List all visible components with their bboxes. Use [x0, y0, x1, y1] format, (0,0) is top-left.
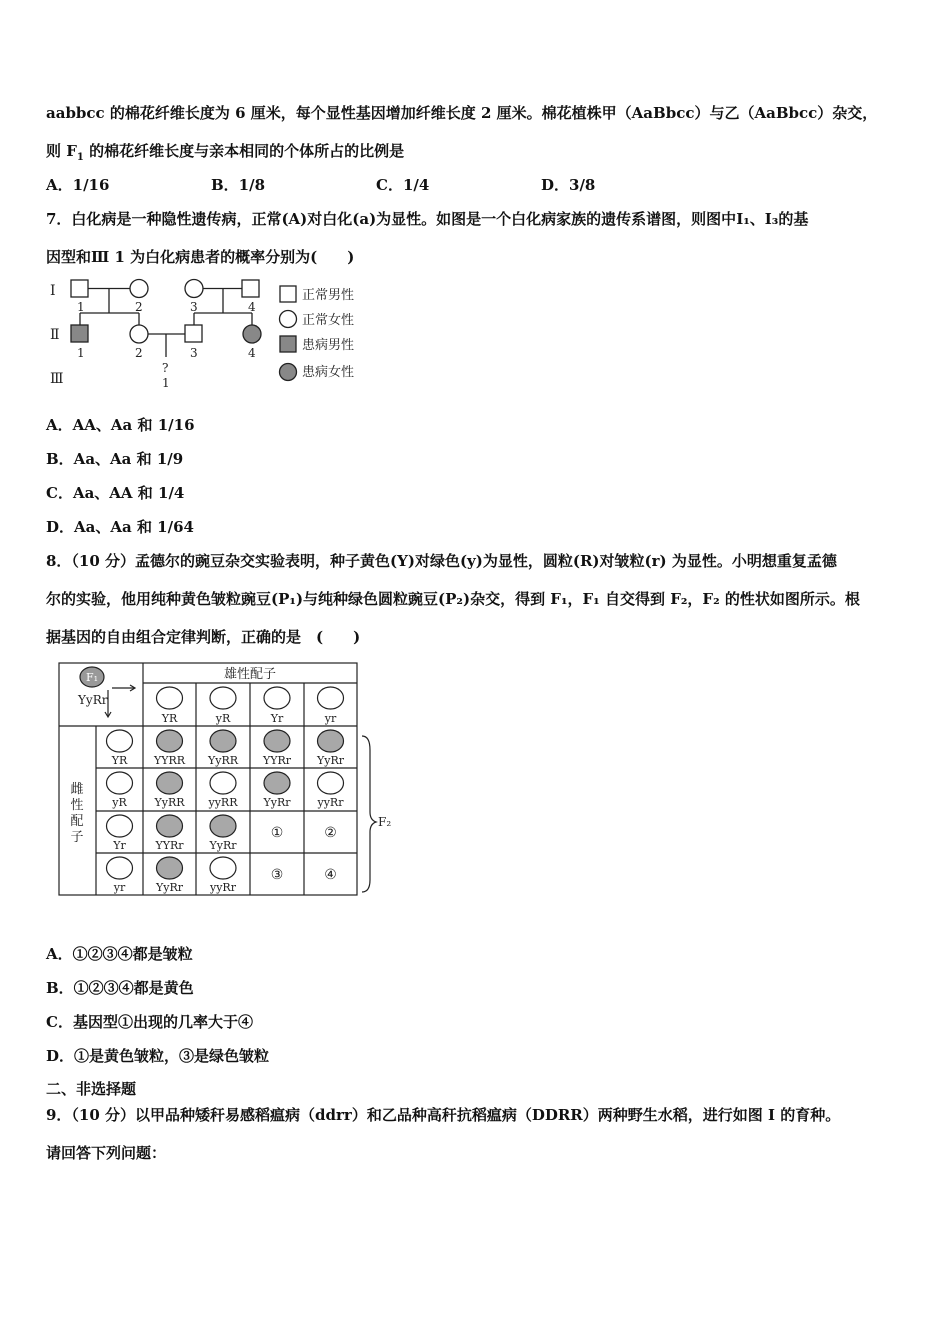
q8-line2: 尔的实验，他用纯种黄色皱粒豌豆(P₁)与纯种绿色圆粒豌豆(P₂)杂交，得到 F₁，F₁ 自交得到 F₂，F₂ 的性状如图所示。根 — [46, 590, 860, 608]
f2-genotype: yyRr — [210, 881, 236, 894]
gen1-female-2 — [130, 280, 148, 298]
f2-seed — [318, 730, 344, 752]
f2-seed — [157, 772, 183, 794]
gen2-affected-male-1 — [71, 325, 88, 342]
male-gamete-label: yr — [324, 712, 337, 725]
q6-line2: 则 $F_1$ 的棉花纤维长度与亲本相同的个体所占的比例是 — [46, 142, 405, 163]
female-gamete-seed — [107, 815, 133, 837]
legend-affected-male-icon — [280, 336, 296, 352]
male-gamete-label: Yr — [270, 712, 284, 725]
f2-seed — [157, 730, 183, 752]
f2-genotype: YyRr — [155, 881, 184, 894]
q6-line1: aabbcc 的棉花纤维长度为 6 厘米，每个显性基因增加纤维长度 2 厘米。棉花植株甲（AaBbcc）与乙（AaBbcc）杂交， — [46, 104, 878, 122]
f2-genotype: YYRR — [153, 754, 186, 767]
female-gamete-label: yR — [112, 796, 127, 809]
gen2-female-2 — [130, 325, 148, 343]
q6-option-b: B．1/8 — [211, 176, 266, 194]
legend-normal-male: 正常男性 — [302, 288, 355, 303]
female-gamete-label: yr — [113, 881, 126, 894]
f2-seed — [157, 815, 183, 837]
f2-seed — [264, 772, 290, 794]
legend-normal-female: 正常女性 — [302, 313, 355, 328]
female-header-1: 雌 — [70, 782, 84, 797]
gen2-num-1: 1 — [77, 346, 85, 360]
q6-option-c: C．1/4 — [376, 176, 430, 194]
gen1-num-2: 2 — [135, 300, 143, 314]
q8-option-d: D．①是黄色皱粒，③是绿色皱粒 — [46, 1047, 270, 1065]
gen3-num-1: 1 — [162, 376, 170, 390]
f2-seed — [210, 815, 236, 837]
male-gamete-seed — [264, 687, 290, 709]
f2-genotype: yyRR — [208, 796, 238, 809]
q6-option-d: D．3/8 — [541, 176, 596, 194]
f2-genotype: yyRr — [317, 796, 344, 809]
q7-option-c: C．Aa、AA 和 1/4 — [46, 484, 185, 502]
q8-option-b: B．①②③④都是黄色 — [46, 979, 194, 997]
legend-affected-female-icon — [280, 364, 297, 381]
male-gamete-seed — [210, 687, 236, 709]
q8-option-a: A．①②③④都是皱粒 — [46, 945, 193, 963]
male-gametes-header: 雄性配子 — [223, 667, 277, 682]
f2-genotype: YyRR — [154, 796, 185, 809]
female-gamete-seed — [107, 857, 133, 879]
q8-option-c: C．基因型①出现的几率大于④ — [46, 1013, 253, 1031]
male-gamete-seed — [157, 687, 183, 709]
f2-cell-unknown: ③ — [270, 867, 284, 883]
f2-seed — [264, 730, 290, 752]
q7-option-b: B．Aa、Aa 和 1/9 — [46, 450, 184, 468]
gen2-num-2: 2 — [135, 346, 143, 360]
f2-seed — [210, 772, 236, 794]
q7-line1: 7．白化病是一种隐性遗传病，正常(A)对白化(a)为显性。如图是一个白化病家族的遗传系谱图，则图中Ⅰ₁、Ⅰ₃的基 — [46, 210, 809, 228]
legend-affected-female: 患病女性 — [302, 365, 355, 380]
f2-seed — [210, 730, 236, 752]
q7-line2: 因型和Ⅲ 1 为白化病患者的概率分别为( ) — [46, 248, 355, 266]
female-gamete-seed — [107, 730, 133, 752]
gen2-num-3: 3 — [190, 346, 198, 360]
section-heading: 二、非选择题 — [46, 1080, 137, 1098]
gen1-num-4: 4 — [248, 300, 256, 314]
gen2-num-4: 4 — [248, 346, 256, 360]
f2-genotype: YyRr — [209, 839, 237, 852]
female-gamete-seed — [107, 772, 133, 794]
female-gamete-label: Yr — [113, 839, 126, 852]
gen2-affected-female-4 — [243, 325, 261, 343]
f2-seed — [318, 772, 344, 794]
male-gamete-label: YR — [161, 712, 178, 725]
f2-genotype: YYRr — [262, 754, 292, 767]
gen1-num-1: 1 — [77, 300, 85, 314]
f1-label: F₁ — [85, 671, 99, 684]
gen3-unknown: ? — [162, 361, 169, 375]
gen-label-2: Ⅱ — [50, 327, 60, 343]
f1-genotype: YyRr — [78, 693, 108, 707]
gen-label-3: Ⅲ — [50, 371, 64, 387]
female-gamete-label: YR — [111, 754, 128, 767]
gen2-male-3 — [185, 325, 202, 342]
gen1-female-3 — [185, 280, 203, 298]
f2-cell-unknown: ② — [324, 825, 337, 841]
gen1-num-3: 3 — [190, 300, 198, 314]
male-gamete-seed — [318, 687, 344, 709]
male-gamete-label: yR — [215, 712, 231, 725]
q9-line1: 9．（10 分）以甲品种矮秆易感稻瘟病（ddrr）和乙品种高秆抗稻瘟病（DDRR）两种野生水稻，进行如图 I 的育种。 — [46, 1106, 841, 1124]
q8-line3: 据基因的自由组合定律判断，正确的是 ( ) — [46, 628, 361, 646]
legend-affected-male: 患病男性 — [302, 338, 355, 353]
f2-genotype: YyRR — [207, 754, 239, 767]
f2-seed — [210, 857, 236, 879]
female-header-4: 子 — [70, 830, 84, 845]
gen1-male-4 — [242, 280, 259, 297]
gen1-male-1 — [71, 280, 88, 297]
q6-option-a: A．1/16 — [46, 176, 110, 194]
pedigree-chart — [44, 275, 384, 395]
f2-label: F₂ — [378, 815, 392, 829]
gen-label-1: Ⅰ — [50, 283, 56, 299]
f2-seed — [157, 857, 183, 879]
female-header-3: 配 — [70, 814, 84, 829]
punnett-square — [56, 660, 396, 900]
legend-normal-female-icon — [280, 311, 297, 328]
q8-line1: 8．（10 分）孟德尔的豌豆杂交实验表明，种子黄色(Y)对绿色(y)为显性，圆粒(R)对皱粒(r) 为显性。小明想重复孟德 — [46, 552, 837, 570]
f2-genotype: YyRr — [263, 796, 291, 809]
q9-line2: 请回答下列问题： — [46, 1144, 167, 1162]
f2-cell-unknown: ① — [270, 825, 284, 841]
legend-normal-male-icon — [280, 286, 296, 302]
q7-option-a: A．AA、Aa 和 1/16 — [46, 416, 195, 434]
f2-genotype: YyRr — [316, 754, 345, 767]
female-header-2: 性 — [70, 798, 84, 813]
f2-cell-unknown: ④ — [324, 867, 337, 883]
q7-option-d: D．Aa、Aa 和 1/64 — [46, 518, 194, 536]
f2-genotype: YYRr — [155, 839, 184, 852]
